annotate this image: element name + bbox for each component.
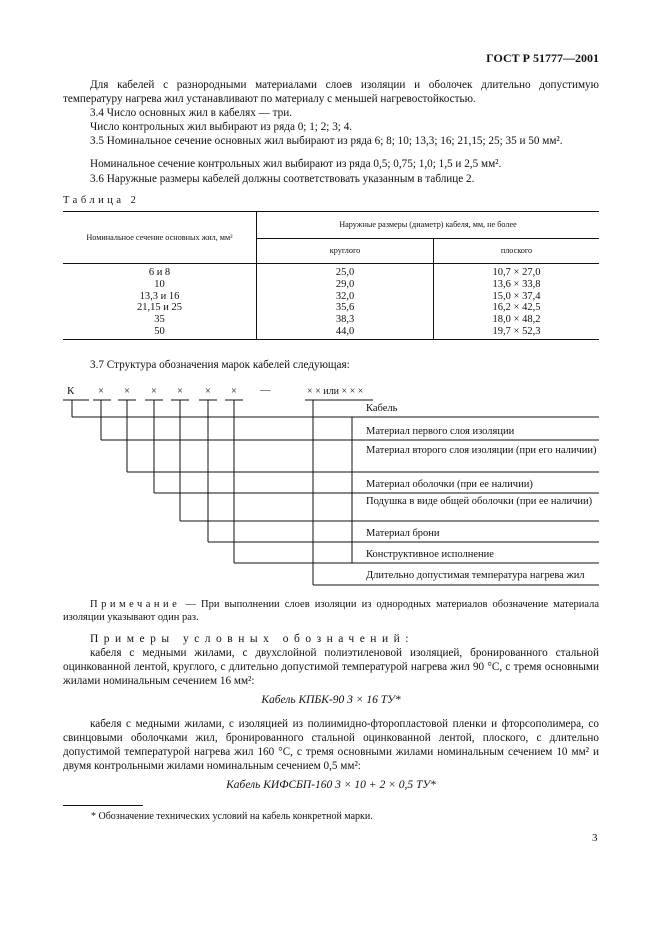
table-2 <box>63 211 599 340</box>
table-cell: 13,3 и 16 <box>139 290 180 302</box>
table-cell: 50 <box>154 325 165 337</box>
table-caption: Таблица 2 <box>63 195 140 206</box>
table-cell: 32,0 <box>335 290 355 302</box>
table-cell: 6 и 8 <box>148 267 171 278</box>
col-flat <box>434 264 600 340</box>
table-cell: 21,15 и 25 <box>137 302 182 314</box>
header-outer-dimensions: Наружные размеры (диаметр) кабеля, мм, не более <box>257 212 600 239</box>
control-cores-section: Номинальное сечение контрольных жил выбирают из ряда 0,5; 0,75; 1,0; 1,5 и 2,5 мм². <box>90 158 502 170</box>
label-design: Конструктивное исполнение <box>366 549 494 560</box>
header-round: круглого <box>257 239 434 264</box>
table-cell: 19,7 × 52,3 <box>492 325 541 337</box>
examples-heading: Примеры условных обозначений: <box>90 633 414 645</box>
table-cell: 29,0 <box>335 278 355 290</box>
note <box>63 598 599 624</box>
formula-1: Кабель КПБК-90 3 × 16 ТУ* <box>261 694 401 706</box>
table-cell: 15,0 × 37,4 <box>492 290 541 302</box>
table-cell: 16,2 × 42,5 <box>492 302 541 314</box>
col-section <box>63 264 257 340</box>
example-1-text: кабеля с медными жилами, с двухслойной полиэтиленовой изоляцией, бронированного стальной оцинкованной лентой, круглого, с длительно допустимой температурой нагрева жил 90 °С, с тремя основными жилами номинальным сечением 16 мм²: <box>63 647 599 687</box>
label-temperature: Длительно допустимая температура нагрева жил <box>366 570 585 581</box>
table-cell: 35,6 <box>335 302 355 314</box>
label-cable: Кабель <box>366 403 398 414</box>
table-cell: 35 <box>154 314 165 326</box>
code-k: К <box>67 385 75 397</box>
code-x-1: × <box>98 386 104 397</box>
code-x-4: × <box>177 386 183 397</box>
note-text: — При выполнении слоев изоляции из однородных материалов обозначение материала изоляции указывают один раз. <box>63 599 599 623</box>
footnote-rule <box>63 805 143 806</box>
clause-3-4: 3.4 Число основных жил в кабелях — три. <box>90 107 292 119</box>
designation-structure-diagram <box>63 380 603 590</box>
label-insulation-2: Материал второго слоя изоляции (при его наличии) <box>366 445 597 456</box>
intro-paragraph-1: Для кабелей с разнородными материалами слоев изоляции и оболочек длительно допустимую температуру нагрева жил устанавливают по материалу с меньшей нагревостойкостью. <box>63 79 599 105</box>
clause-3-6: 3.6 Наружные размеры кабелей должны соответствовать указанным в таблице 2. <box>90 173 475 185</box>
code-x-5: × <box>205 386 211 397</box>
code-tail: × × или × × × <box>307 386 364 397</box>
label-insulation-1: Материал первого слоя изоляции <box>366 426 515 437</box>
label-armour: Материал брони <box>366 528 440 539</box>
table-cell: 44,0 <box>335 325 355 337</box>
table-cell: 13,6 × 33,8 <box>492 278 541 290</box>
example-2-text: кабеля с медными жилами, с изоляцией из полиимидно-фторопластовой пленки и фторсополимера, со свинцовыми оболочками жил, бронированного стальной оцинкованной лентой, плоского, с длительно допустимой температурой нагрева жил 160 °С, с тремя основными жилами номинальным сечением 10 мм² и двумя контрольными жилами номинальным сечением 0,5 мм²: <box>63 718 599 772</box>
table-cell: 38,3 <box>335 314 355 326</box>
code-dash: — <box>260 385 271 396</box>
standard-header: ГОСТ Р 51777—2001 <box>486 51 599 65</box>
table-cell: 10 <box>154 278 165 290</box>
footnote: * Обозначение технических условий на кабель конкретной марки. <box>91 811 373 822</box>
label-sheath: Материал оболочки (при ее наличии) <box>366 479 533 490</box>
col-round <box>257 264 434 340</box>
code-x-3: × <box>151 386 157 397</box>
note-label: Примечание <box>90 599 181 610</box>
header-flat: плоского <box>434 239 600 264</box>
code-x-6: × <box>231 386 237 397</box>
table-cell: 25,0 <box>335 267 355 278</box>
clause-3-5: 3.5 Номинальное сечение основных жил выбирают из ряда 6; 8; 10; 13,3; 16; 21,15; 25; 35 и 50 мм². <box>90 135 563 147</box>
formula-2: Кабель КИФСБП-160 3 × 10 + 2 × 0,5 ТУ* <box>226 779 436 791</box>
control-cores-count: Число контрольных жил выбирают из ряда 0; 1; 2; 3; 4. <box>90 121 353 133</box>
table-cell: 10,7 × 27,0 <box>492 267 541 278</box>
label-bedding: Подушка в виде общей оболочки (при ее наличии) <box>366 496 593 507</box>
page-number: 3 <box>592 832 598 844</box>
header-section: Номинальное сечение основных жил, мм² <box>63 212 257 264</box>
table-cell: 18,0 × 48,2 <box>492 314 541 326</box>
clause-3-7: 3.7 Структура обозначения марок кабелей следующая: <box>90 359 350 371</box>
code-x-2: × <box>124 386 130 397</box>
